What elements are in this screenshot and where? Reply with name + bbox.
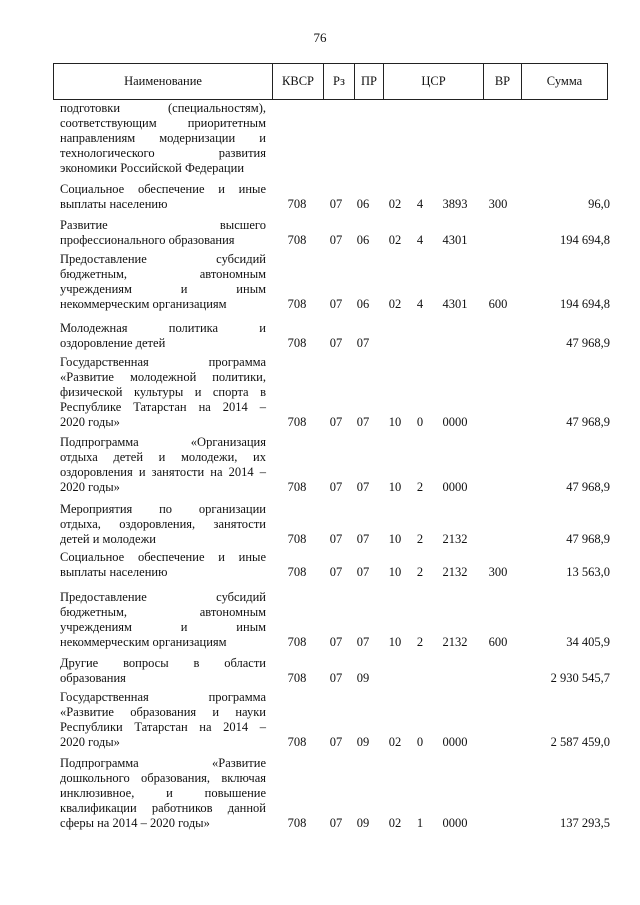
row-name-line: Подпрограмма «Организация (60, 435, 266, 449)
row-name-line: Государственная программа (60, 355, 266, 369)
header-pr: ПР (355, 64, 384, 99)
cell-csr-code: 4301 (442, 297, 468, 311)
cell-csr-program: 10 (388, 635, 402, 649)
cell-rz: 07 (329, 635, 343, 649)
cell-csr-subprogram: 0 (416, 735, 424, 749)
row-name-line: Предоставление субсидий (60, 590, 266, 604)
row-name (60, 550, 266, 580)
cell-kvsr: 708 (287, 671, 307, 685)
cell-csr-subprogram: 4 (416, 233, 424, 247)
cell-sum: 34 405,9 (566, 635, 610, 649)
header-sum: Сумма (546, 74, 583, 88)
cell-sum: 137 293,5 (560, 816, 610, 830)
row-name-line: подготовки (специальностям), (60, 101, 266, 115)
cell-csr-program: 10 (388, 565, 402, 579)
cell-rz: 07 (329, 671, 343, 685)
cell-csr-subprogram: 2 (416, 532, 424, 546)
row-name-line: сферы на 2014 – 2020 годы» (60, 816, 210, 830)
row-name-line: Мероприятия по организации (60, 502, 266, 516)
cell-csr-program: 02 (388, 816, 402, 830)
row-name (60, 218, 266, 248)
row-name-line: 2020 годы» (60, 735, 120, 749)
row-name-line: Молодежная политика и (60, 321, 266, 335)
row-name-line: некоммерческим организациям (60, 635, 227, 649)
cell-csr-code: 0000 (442, 735, 468, 749)
cell-pr: 07 (356, 635, 370, 649)
table-row (0, 252, 640, 312)
cell-kvsr: 708 (287, 735, 307, 749)
row-name (60, 590, 266, 650)
cell-sum: 47 968,9 (566, 336, 610, 350)
cell-pr: 09 (356, 671, 370, 685)
row-name (60, 355, 266, 430)
row-name (60, 182, 266, 212)
row-name-line: инклюзивное, и повышение (60, 786, 266, 800)
cell-csr-code: 0000 (442, 480, 468, 494)
row-name-line: Подпрограмма «Развитие (60, 756, 266, 770)
row-name-line: Государственная программа (60, 690, 266, 704)
row-name-line: Развитие высшего (60, 218, 266, 232)
row-name-line: Социальное обеспечение и иные (60, 182, 266, 196)
cell-kvsr: 708 (287, 415, 307, 429)
cell-pr: 07 (356, 415, 370, 429)
row-name-line: оздоровления и занятости на 2014 – (60, 465, 266, 479)
table-row (0, 355, 640, 430)
table-row (0, 756, 640, 831)
cell-rz: 07 (329, 233, 343, 247)
cell-csr-code: 3893 (442, 197, 468, 211)
row-name-line: Социальное обеспечение и иные (60, 550, 266, 564)
cell-csr-program: 02 (388, 735, 402, 749)
cell-kvsr: 708 (287, 565, 307, 579)
cell-csr-program: 02 (388, 297, 402, 311)
row-name-line: физической культуры и спорта в (60, 385, 266, 399)
cell-kvsr: 708 (287, 816, 307, 830)
cell-csr-program: 02 (388, 233, 402, 247)
cell-pr: 06 (356, 233, 370, 247)
cell-vr: 300 (488, 197, 508, 211)
cell-csr-program: 10 (388, 415, 402, 429)
header-kvsr: КВСР (273, 64, 324, 99)
table-row (0, 690, 640, 750)
cell-csr-subprogram: 2 (416, 565, 424, 579)
cell-pr: 07 (356, 532, 370, 546)
cell-sum: 13 563,0 (566, 565, 610, 579)
cell-vr: 600 (488, 635, 508, 649)
cell-csr-code: 0000 (442, 816, 468, 830)
cell-csr-subprogram: 2 (416, 480, 424, 494)
cell-csr-program: 10 (388, 532, 402, 546)
cell-csr-code: 2132 (442, 635, 468, 649)
cell-kvsr: 708 (287, 635, 307, 649)
table-row (0, 101, 640, 176)
row-name-line: детей и молодежи (60, 532, 156, 546)
cell-sum: 2 587 459,0 (550, 735, 610, 749)
row-name-line: технологического развития (60, 146, 266, 160)
row-name (60, 435, 266, 495)
row-name-line: дошкольного образования, включая (60, 771, 266, 785)
row-name-line: Другие вопросы в области (60, 656, 266, 670)
cell-csr-code: 2132 (442, 532, 468, 546)
cell-pr: 07 (356, 565, 370, 579)
cell-kvsr: 708 (287, 197, 307, 211)
cell-kvsr: 708 (287, 532, 307, 546)
row-name (60, 502, 266, 547)
table-row (0, 218, 640, 248)
cell-pr: 07 (356, 480, 370, 494)
row-name (60, 101, 266, 176)
cell-csr-subprogram: 1 (416, 816, 424, 830)
cell-csr-code: 4301 (442, 233, 468, 247)
table-row (0, 502, 640, 547)
row-name-line: 2020 годы» (60, 415, 120, 429)
row-name-line: «Развитие образования и науки (60, 705, 266, 719)
row-name-line: экономики Российской Федерации (60, 161, 245, 175)
row-name (60, 690, 266, 750)
row-name-line: соответствующим приоритетным (60, 116, 266, 130)
header-name: Наименование (54, 64, 273, 99)
cell-rz: 07 (329, 565, 343, 579)
row-name (60, 756, 266, 831)
table-row (0, 321, 640, 351)
row-name-line: Республике Татарстан на 2014 – (60, 400, 266, 414)
cell-kvsr: 708 (287, 233, 307, 247)
row-name (60, 252, 266, 312)
row-name-line: учреждениям и иным (60, 282, 266, 296)
row-name (60, 656, 266, 686)
cell-rz: 07 (329, 297, 343, 311)
row-name-line: выплаты населению (60, 565, 168, 579)
cell-csr-code: 0000 (442, 415, 468, 429)
cell-vr: 300 (488, 565, 508, 579)
row-name-line: «Развитие молодежной политики, (60, 370, 266, 384)
row-name-line: профессионального образования (60, 233, 235, 247)
cell-csr-subprogram: 2 (416, 635, 424, 649)
cell-pr: 07 (356, 336, 370, 350)
row-name-line: отдыха, оздоровления, занятости (60, 517, 266, 531)
row-name-line: образования (60, 671, 126, 685)
cell-rz: 07 (329, 336, 343, 350)
cell-sum: 96,0 (588, 197, 610, 211)
header-csr: ЦСР (384, 64, 484, 99)
row-name (60, 321, 266, 351)
row-name-line: направлениям модернизации и (60, 131, 266, 145)
row-name-line: выплаты населению (60, 197, 168, 211)
cell-rz: 07 (329, 735, 343, 749)
cell-rz: 07 (329, 197, 343, 211)
row-name-line: учреждениям и иным (60, 620, 266, 634)
header-vr: ВР (484, 64, 522, 99)
table-row (0, 590, 640, 650)
cell-csr-program: 10 (388, 480, 402, 494)
cell-csr-program: 02 (388, 197, 402, 211)
row-name-line: отдыха детей и молодежи, их (60, 450, 266, 464)
row-name-line: бюджетным, автономным (60, 267, 266, 281)
cell-sum: 47 968,9 (566, 532, 610, 546)
cell-rz: 07 (329, 415, 343, 429)
table-row (0, 182, 640, 212)
row-name-line: 2020 годы» (60, 480, 120, 494)
cell-sum: 47 968,9 (566, 415, 610, 429)
cell-csr-subprogram: 4 (416, 297, 424, 311)
row-name-line: Предоставление субсидий (60, 252, 266, 266)
row-name-line: оздоровление детей (60, 336, 166, 350)
cell-sum: 2 930 545,7 (550, 671, 610, 685)
cell-rz: 07 (329, 480, 343, 494)
cell-pr: 09 (356, 816, 370, 830)
cell-pr: 09 (356, 735, 370, 749)
cell-kvsr: 708 (287, 297, 307, 311)
header-rz: Рз (324, 64, 355, 99)
row-name-line: бюджетным, автономным (60, 605, 266, 619)
cell-pr: 06 (356, 197, 370, 211)
page-number: 76 (313, 30, 327, 45)
row-name-line: некоммерческим организациям (60, 297, 227, 311)
cell-kvsr: 708 (287, 480, 307, 494)
cell-csr-code: 2132 (442, 565, 468, 579)
cell-sum: 194 694,8 (560, 233, 610, 247)
table-header (53, 63, 608, 100)
cell-rz: 07 (329, 532, 343, 546)
cell-sum: 194 694,8 (560, 297, 610, 311)
table-row (0, 656, 640, 686)
cell-csr-subprogram: 0 (416, 415, 424, 429)
cell-sum: 47 968,9 (566, 480, 610, 494)
row-name-line: Республики Татарстан на 2014 – (60, 720, 266, 734)
table-row (0, 435, 640, 495)
cell-pr: 06 (356, 297, 370, 311)
cell-csr-subprogram: 4 (416, 197, 424, 211)
cell-vr: 600 (488, 297, 508, 311)
table-row (0, 550, 640, 580)
cell-kvsr: 708 (287, 336, 307, 350)
row-name-line: квалификации работников данной (60, 801, 266, 815)
cell-rz: 07 (329, 816, 343, 830)
